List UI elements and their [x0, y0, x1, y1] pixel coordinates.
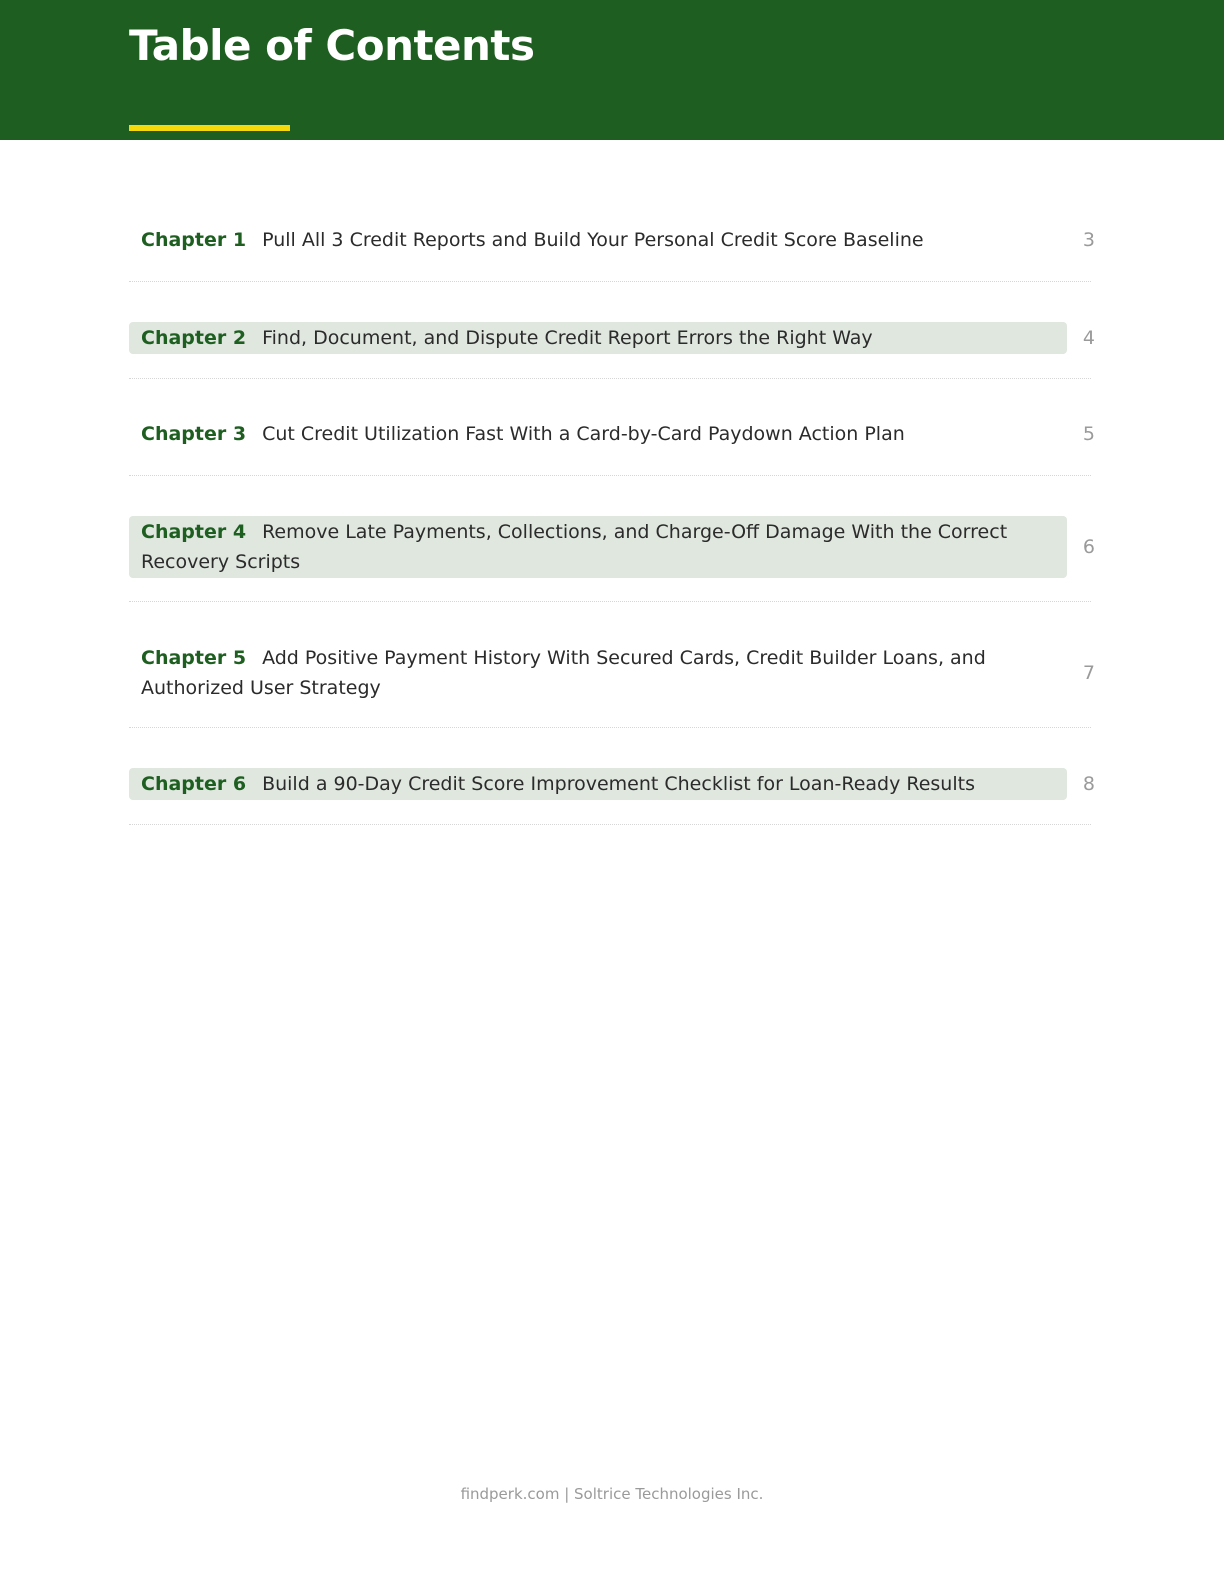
- page-footer: findperk.com | Soltrice Technologies Inc.: [460, 1485, 764, 1503]
- toc-entry-chapter-6[interactable]: [129, 769, 1095, 799]
- chapter-label: Chapter 4: [141, 521, 247, 543]
- toc-entry-chapter-4[interactable]: [129, 517, 1095, 577]
- entry-divider: [129, 727, 1091, 728]
- page-number: 4: [1082, 327, 1095, 349]
- entry-divider: [129, 824, 1091, 825]
- chapter-title: Cut Credit Utilization Fast With a Card-by-Card Paydown Action Plan: [262, 423, 905, 445]
- page-number: 5: [1082, 423, 1095, 445]
- toc-entry-text: [141, 769, 1041, 799]
- toc-entry-text: [141, 419, 1041, 449]
- chapter-title: Pull All 3 Credit Reports and Build Your Personal Credit Score Baseline: [262, 229, 924, 251]
- chapter-label: Chapter 5: [141, 647, 247, 669]
- entry-divider: [129, 281, 1091, 282]
- toc-entry-text: [141, 225, 1041, 255]
- entry-divider: [129, 378, 1091, 379]
- page-number: 6: [1082, 536, 1095, 558]
- chapter-title: Remove Late Payments, Collections, and Charge-Off Damage With the Correct Recovery Scripts: [141, 521, 1008, 573]
- toc-entry-text: [141, 517, 1041, 577]
- chapter-label: Chapter 6: [141, 773, 247, 795]
- page-number: 7: [1082, 662, 1095, 684]
- page-number: 3: [1082, 229, 1095, 251]
- chapter-title: Build a 90-Day Credit Score Improvement Checklist for Loan-Ready Results: [262, 773, 975, 795]
- page-number: 8: [1082, 773, 1095, 795]
- chapter-title: Find, Document, and Dispute Credit Report Errors the Right Way: [262, 327, 873, 349]
- toc-entry-chapter-5[interactable]: [129, 643, 1095, 703]
- chapter-title: Add Positive Payment History With Secured Cards, Credit Builder Loans, and Authorized User Strategy: [141, 647, 986, 699]
- toc-entry-chapter-1[interactable]: [129, 225, 1095, 255]
- toc-entry-text: [141, 323, 1041, 353]
- entry-divider: [129, 601, 1091, 602]
- toc-entry-chapter-2[interactable]: [129, 323, 1095, 353]
- toc-entry-text: [141, 643, 1041, 703]
- page-title: Table of Contents: [129, 21, 535, 70]
- chapter-label: Chapter 3: [141, 423, 247, 445]
- chapter-label: Chapter 2: [141, 327, 247, 349]
- toc-entry-chapter-3[interactable]: [129, 419, 1095, 449]
- chapter-label: Chapter 1: [141, 229, 247, 251]
- page-header: [0, 0, 1224, 140]
- entry-divider: [129, 475, 1091, 476]
- title-underline: [129, 125, 290, 131]
